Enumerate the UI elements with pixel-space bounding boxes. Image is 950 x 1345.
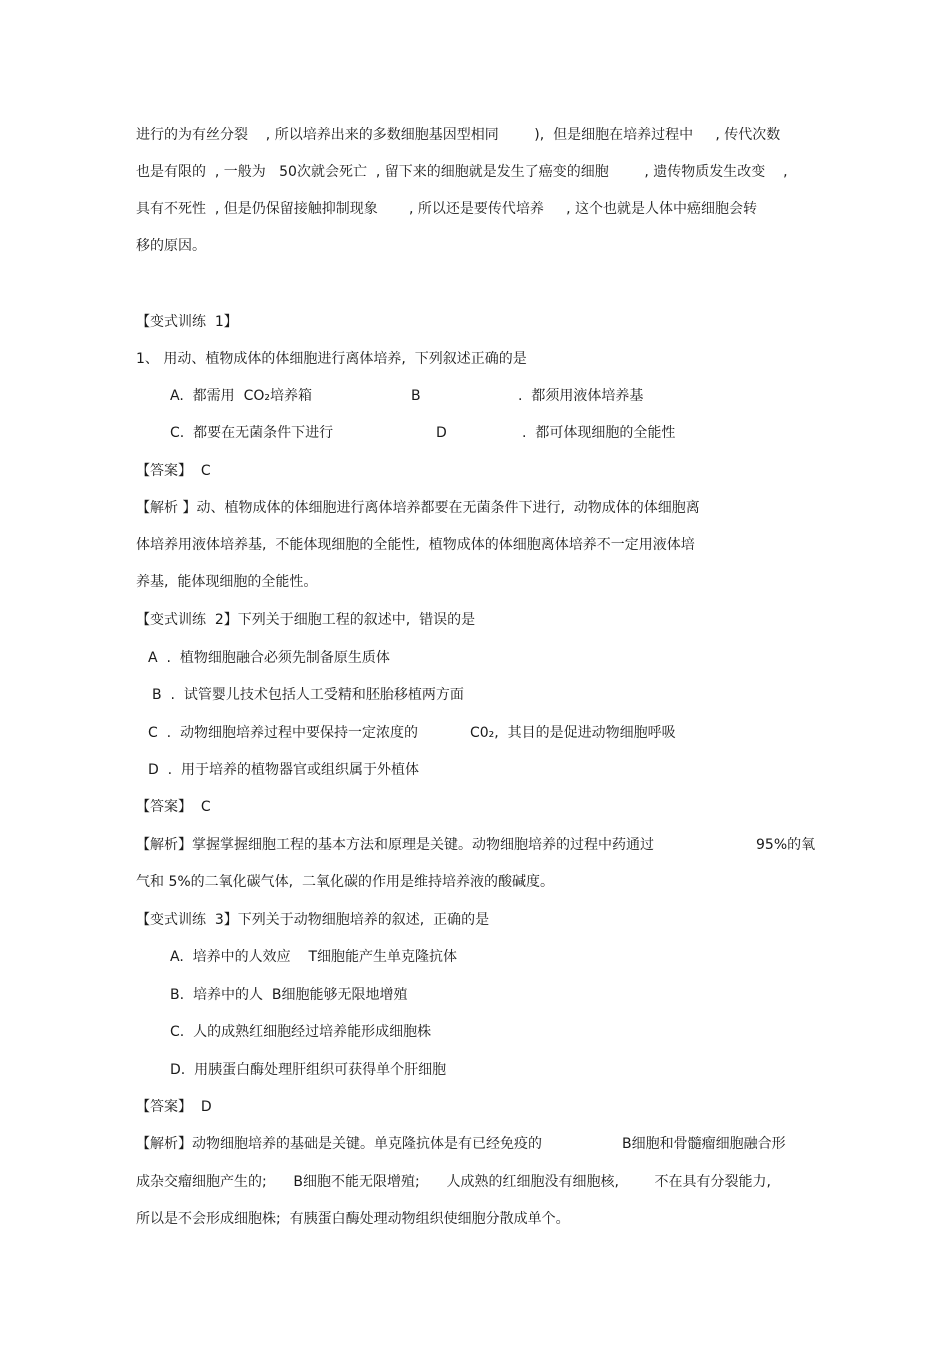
v2-option-a: A . 植物细胞融合必须先制备原生质体 bbox=[148, 650, 390, 666]
v2-analysis-2: 气和 5%的二氧化碳气体, 二氧化碳的作用是维持培养液的酸碱度。 bbox=[136, 874, 555, 890]
v1-answer: 【答案】 C bbox=[136, 463, 211, 479]
v1-header: 【变式训练 1】 bbox=[136, 314, 238, 330]
v1-analysis-3: 养基, 能体现细胞的全能性。 bbox=[136, 574, 318, 590]
v1-option-d-letter: D bbox=[436, 425, 447, 441]
intro-line-4: 移的原因。 bbox=[136, 238, 206, 254]
v2-option-c-tail: C0₂, 其目的是促进动物细胞呼吸 bbox=[470, 725, 676, 741]
v3-analysis-2: 成杂交瘤细胞产生的; B细胞不能无限增殖; 人成熟的红细胞没有细胞核, 不在具有分裂能力, bbox=[136, 1174, 771, 1190]
v3-option-b: B. 培养中的人 B细胞能够无限地增殖 bbox=[170, 987, 408, 1003]
intro-line-2: 也是有限的 , 一般为 50次就会死亡 , 留下来的细胞就是发生了癌变的细胞 , 遗传物质发生改变 , bbox=[136, 164, 788, 180]
v3-analysis-3: 所以是不会形成细胞株; 有胰蛋白酶处理动物组织使细胞分散成单个。 bbox=[136, 1211, 570, 1227]
v1-option-c: C. 都要在无菌条件下进行 bbox=[170, 425, 334, 441]
v2-answer: 【答案】 C bbox=[136, 799, 211, 815]
v1-analysis-2: 体培养用液体培养基, 不能体现细胞的全能性, 植物成体的体细胞离体培养不一定用液体培 bbox=[136, 537, 695, 553]
v2-analysis-1-tail: 95%的氧 bbox=[756, 837, 816, 853]
v2-header-question: 【变式训练 2】下列关于细胞工程的叙述中, 错误的是 bbox=[136, 612, 476, 628]
v3-header-question: 【变式训练 3】下列关于动物细胞培养的叙述, 正确的是 bbox=[136, 912, 490, 928]
v3-option-d: D. 用胰蛋白酶处理肝组织可获得单个肝细胞 bbox=[170, 1062, 447, 1078]
v3-answer: 【答案】 D bbox=[136, 1099, 212, 1115]
v3-option-a: A. 培养中的人效应 T细胞能产生单克隆抗体 bbox=[170, 949, 458, 965]
v1-option-b-text: . 都须用液体培养基 bbox=[518, 388, 644, 404]
v1-option-d-text: . 都可体现细胞的全能性 bbox=[522, 425, 676, 441]
v3-option-c: C. 人的成熟红细胞经过培养能形成细胞株 bbox=[170, 1024, 432, 1040]
v3-analysis-1-tail: B细胞和骨髓瘤细胞融合形 bbox=[622, 1136, 786, 1152]
v2-option-b: B . 试管婴儿技术包括人工受精和胚胎移植两方面 bbox=[152, 687, 464, 703]
v1-question: 1、 用动、植物成体的体细胞进行离体培养, 下列叙述正确的是 bbox=[136, 351, 527, 367]
v1-option-b-letter: B bbox=[411, 388, 421, 404]
v3-analysis-1: 【解析】动物细胞培养的基础是关键。单克隆抗体是有已经免疫的 bbox=[136, 1136, 542, 1152]
v2-option-c: C . 动物细胞培养过程中要保持一定浓度的 bbox=[148, 725, 419, 741]
v1-analysis-1: 【解析 】动、植物成体的体细胞进行离体培养都要在无菌条件下进行, 动物成体的体细胞离 bbox=[136, 500, 700, 516]
v1-option-a: A. 都需用 CO₂培养箱 bbox=[170, 388, 312, 404]
intro-line-1: 进行的为有丝分裂 , 所以培养出来的多数细胞基因型相同 ), 但是细胞在培养过程中 , 传代次数 bbox=[136, 127, 781, 143]
v2-option-d: D . 用于培养的植物器官或组织属于外植体 bbox=[148, 762, 420, 778]
v2-analysis-1: 【解析】掌握掌握细胞工程的基本方法和原理是关键。动物细胞培养的过程中药通过 bbox=[136, 837, 654, 853]
intro-line-3: 具有不死性 , 但是仍保留接触抑制现象 , 所以还是要传代培养 , 这个也就是人体中癌细胞会转 bbox=[136, 201, 758, 217]
